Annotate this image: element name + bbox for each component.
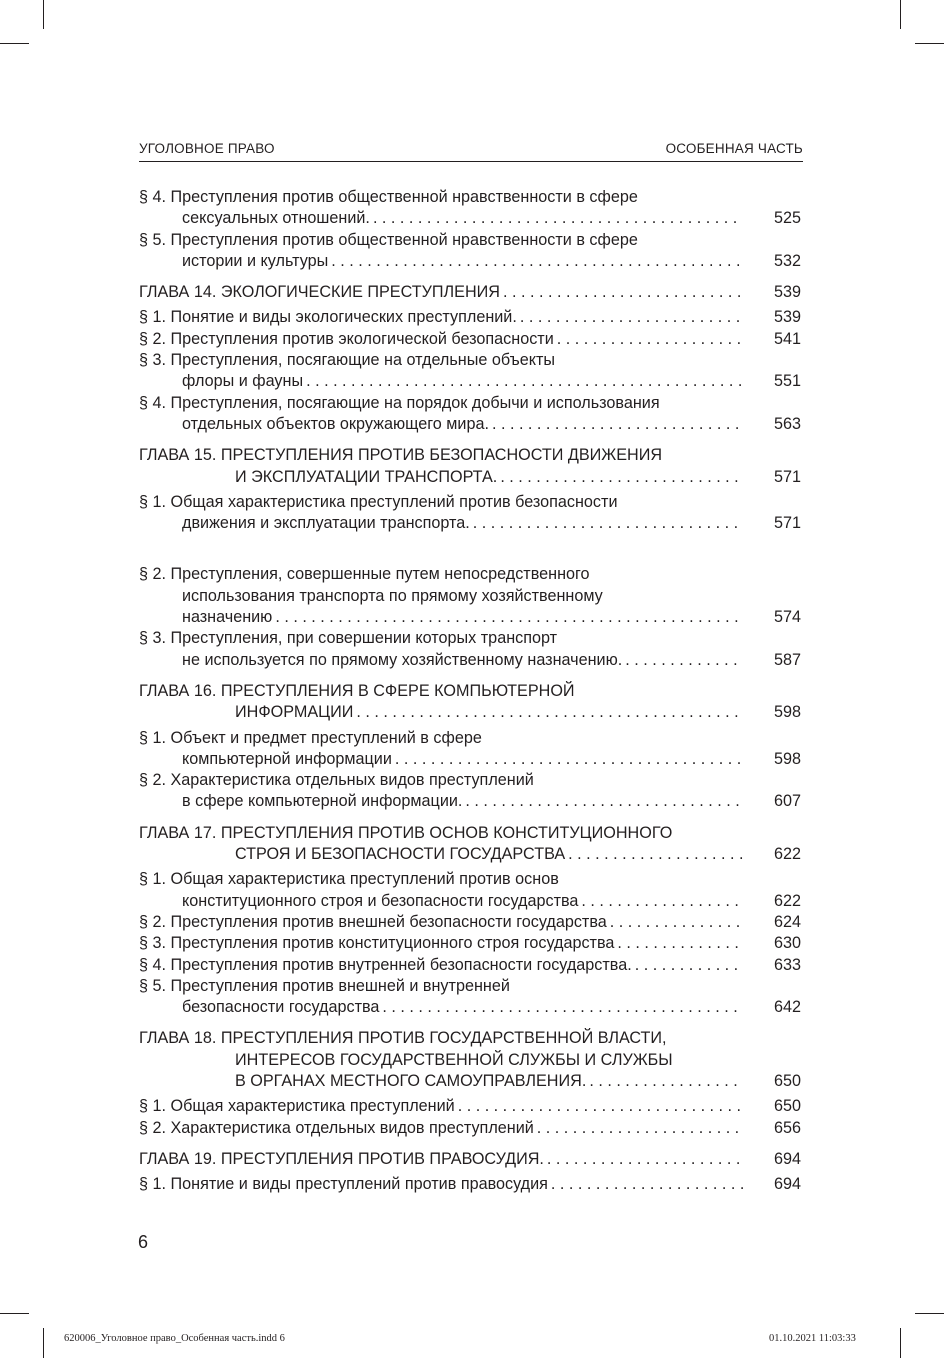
toc-section: [139, 350, 801, 393]
slug-datetime: 01.10.2021 11:03:33: [769, 1333, 856, 1344]
dot-leader: [331, 251, 743, 272]
toc-page-number: 574: [773, 608, 801, 627]
toc-entry-text: § 1. Объект и предмет преступлений в сфере: [139, 728, 482, 747]
toc-section: [139, 307, 801, 328]
toc-entry-text: В ОРГАНАХ МЕСТНОГО САМОУПРАВЛЕНИЯ.: [235, 1071, 587, 1090]
dot-leader: [275, 607, 743, 628]
toc-section: [139, 955, 801, 976]
toc-chapter: [139, 1149, 801, 1170]
dot-leader: [356, 702, 743, 723]
toc-entry-text: безопасности государства: [182, 998, 380, 1017]
running-head-right: ОСОБЕННАЯ ЧАСТЬ: [665, 141, 803, 156]
toc-entry-text: ГЛАВА 19. ПРЕСТУПЛЕНИЯ ПРОТИВ ПРАВОСУДИЯ.: [139, 1149, 544, 1168]
toc-entry-text: § 3. Преступления против конституционного строя государства: [139, 934, 615, 953]
toc-page-number: 694: [773, 1175, 801, 1194]
toc-section: [139, 393, 801, 436]
toc-entry-text: в сфере компьютерной информации.: [182, 792, 463, 811]
toc-entry-text: § 1. Общая характеристика преступлений против основ: [139, 870, 559, 889]
toc-entry-text: § 5. Преступления против общественной нравственности в сфере: [139, 230, 638, 249]
toc-chapter: [139, 445, 801, 488]
crop-mark-bottom-right-h: [915, 1313, 944, 1314]
dot-leader: [568, 844, 743, 865]
toc-entry-text: СТРОЯ И БЕЗОПАСНОСТИ ГОСУДАРСТВА: [235, 845, 566, 864]
crop-mark-top-right-v: [900, 0, 901, 29]
dot-leader: [382, 997, 743, 1018]
toc-chapter: [139, 282, 801, 303]
dot-leader: [503, 282, 743, 303]
crop-mark-top-left-v: [43, 0, 44, 29]
toc-section: [139, 187, 801, 230]
toc-page-number: 563: [773, 414, 801, 433]
dot-leader: [625, 650, 743, 671]
toc-entry-text: не используется по прямому хозяйственному назначению.: [182, 650, 623, 669]
toc-entry-text: ИНТЕРЕСОВ ГОСУДАРСТВЕННОЙ СЛУЖБЫ И СЛУЖБЫ: [235, 1050, 673, 1069]
toc-section: [139, 628, 801, 671]
toc-section: [139, 770, 801, 813]
toc-page-number: 598: [773, 749, 801, 768]
toc-entry-text: § 1. Общая характеристика преступлений против безопасности: [139, 492, 618, 511]
dot-leader: [547, 1149, 743, 1170]
toc-page-number: 642: [773, 998, 801, 1017]
dot-leader: [581, 891, 743, 912]
toc-page-number: 532: [773, 251, 801, 270]
dot-leader: [500, 467, 743, 488]
toc-entry-text: ГЛАВА 15. ПРЕСТУПЛЕНИЯ ПРОТИВ БЕЗОПАСНОСТИ ДВИЖЕНИЯ: [139, 446, 663, 465]
toc-entry-text: И ЭКСПЛУАТАЦИИ ТРАНСПОРТА.: [235, 467, 498, 486]
toc-page-number: 571: [773, 467, 801, 486]
toc-entry-text: § 5. Преступления против внешней и внутренней: [139, 976, 510, 995]
toc-page-number: 525: [773, 209, 801, 228]
toc-entry-text: § 1. Общая характеристика преступлений: [139, 1097, 455, 1116]
toc-chapter: [139, 823, 801, 866]
toc-page-number: 650: [773, 1071, 801, 1090]
dot-leader: [551, 1174, 743, 1195]
crop-mark-bottom-left-h: [0, 1313, 29, 1314]
dot-leader: [520, 307, 743, 328]
dot-leader: [458, 1096, 743, 1117]
toc-page-number: 694: [773, 1149, 801, 1168]
toc-section: [139, 912, 801, 933]
toc-page-number: 656: [773, 1118, 801, 1137]
toc-page-number: 622: [773, 845, 801, 864]
crop-mark-top-right-h: [915, 43, 944, 44]
toc-entry-text: § 1. Понятие и виды экологических преступлений.: [139, 308, 517, 327]
dot-leader: [610, 912, 743, 933]
toc-page-number: 633: [773, 955, 801, 974]
toc-entry-text: конституционного строя и безопасности государства: [182, 891, 579, 910]
dot-leader: [473, 513, 743, 534]
toc-page-number: 598: [773, 703, 801, 722]
toc-section: [139, 976, 801, 1019]
toc-section: [139, 728, 801, 771]
toc-section: [139, 329, 801, 350]
toc-entry-text: ИНФОРМАЦИИ: [235, 703, 354, 722]
toc-page-number: 650: [773, 1097, 801, 1116]
running-head: [139, 141, 803, 162]
table-of-contents: [139, 187, 801, 1195]
toc-entry-text: § 2. Преступления, совершенные путем непосредственного: [139, 565, 590, 584]
toc-page-number: 587: [773, 650, 801, 669]
toc-entry-text: движения и эксплуатации транспорта.: [182, 514, 470, 533]
toc-entry-text: § 4. Преступления, посягающие на порядок добычи и использования: [139, 393, 660, 412]
toc-entry-text: компьютерной информации: [182, 749, 392, 768]
toc-entry-text: § 3. Преступления, при совершении которых транспорт: [139, 629, 558, 648]
crop-mark-top-left-h: [0, 43, 29, 44]
dot-leader: [465, 791, 743, 812]
toc-page-number: 622: [773, 891, 801, 910]
toc-section: [139, 492, 801, 535]
dot-leader: [373, 208, 743, 229]
toc-entry-text: использования транспорта по прямому хозяйственному: [182, 586, 603, 605]
toc-section: [139, 869, 801, 912]
toc-section: [139, 230, 801, 273]
dot-leader: [635, 955, 743, 976]
toc-page-number: 630: [773, 934, 801, 953]
toc-entry-text: ГЛАВА 14. ЭКОЛОГИЧЕСКИЕ ПРЕСТУПЛЕНИЯ: [139, 283, 500, 302]
toc-entry-text: § 2. Характеристика отдельных видов преступлений: [139, 1118, 534, 1137]
toc-entry-text: § 3. Преступления, посягающие на отдельные объекты: [139, 351, 556, 370]
toc-page-number: 571: [773, 514, 801, 533]
toc-entry-text: отдельных объектов окружающего мира.: [182, 414, 489, 433]
toc-page-number: 551: [773, 372, 801, 391]
toc-page-number: 624: [773, 912, 801, 931]
toc-entry-text: ГЛАВА 16. ПРЕСТУПЛЕНИЯ В СФЕРЕ КОМПЬЮТЕРНОЙ: [139, 681, 575, 700]
toc-page-number: 541: [773, 329, 801, 348]
crop-mark-bottom-right-v: [900, 1328, 901, 1358]
toc-entry-text: сексуальных отношений.: [182, 209, 370, 228]
toc-chapter: [139, 681, 801, 724]
dot-leader: [395, 749, 743, 770]
toc-entry-text: § 2. Преступления против экологической безопасности: [139, 329, 554, 348]
dot-leader: [492, 414, 743, 435]
toc-page-number: 607: [773, 792, 801, 811]
running-head-left: УГОЛОВНОЕ ПРАВО: [139, 141, 275, 156]
toc-entry-text: ГЛАВА 18. ПРЕСТУПЛЕНИЯ ПРОТИВ ГОСУДАРСТВЕННОЙ ВЛАСТИ,: [139, 1029, 667, 1048]
dot-leader: [537, 1118, 743, 1139]
toc-section: [139, 1118, 801, 1139]
toc-entry-text: § 2. Преступления против внешней безопасности государства: [139, 912, 607, 931]
crop-mark-bottom-left-v: [43, 1328, 44, 1358]
slug-filename: 620006_Уголовное право_Особенная часть.indd 6: [64, 1333, 285, 1344]
toc-entry-text: истории и культуры: [182, 251, 329, 270]
toc-entry-text: § 2. Характеристика отдельных видов преступлений: [139, 771, 534, 790]
toc-entry-text: § 4. Преступления против внутренней безопасности государства.: [139, 955, 632, 974]
dot-leader: [306, 371, 743, 392]
toc-section: [139, 933, 801, 954]
page-number: 6: [138, 1232, 149, 1252]
toc-entry-text: назначению: [182, 608, 273, 627]
dot-leader: [617, 933, 743, 954]
dot-leader: [589, 1071, 743, 1092]
toc-section: [139, 564, 801, 628]
toc-entry-text: § 4. Преступления против общественной нравственности в сфере: [139, 188, 638, 206]
toc-section: [139, 1174, 801, 1195]
toc-chapter: [139, 1028, 801, 1092]
toc-page-number: 539: [773, 308, 801, 327]
dot-leader: [557, 329, 743, 350]
toc-entry-text: флоры и фауны: [182, 372, 304, 391]
toc-section: [139, 1096, 801, 1117]
toc-page-number: 539: [773, 283, 801, 302]
toc-entry-text: § 1. Понятие и виды преступлений против правосудия: [139, 1175, 548, 1194]
toc-entry-text: ГЛАВА 17. ПРЕСТУПЛЕНИЯ ПРОТИВ ОСНОВ КОНСТИТУЦИОННОГО: [139, 823, 673, 842]
